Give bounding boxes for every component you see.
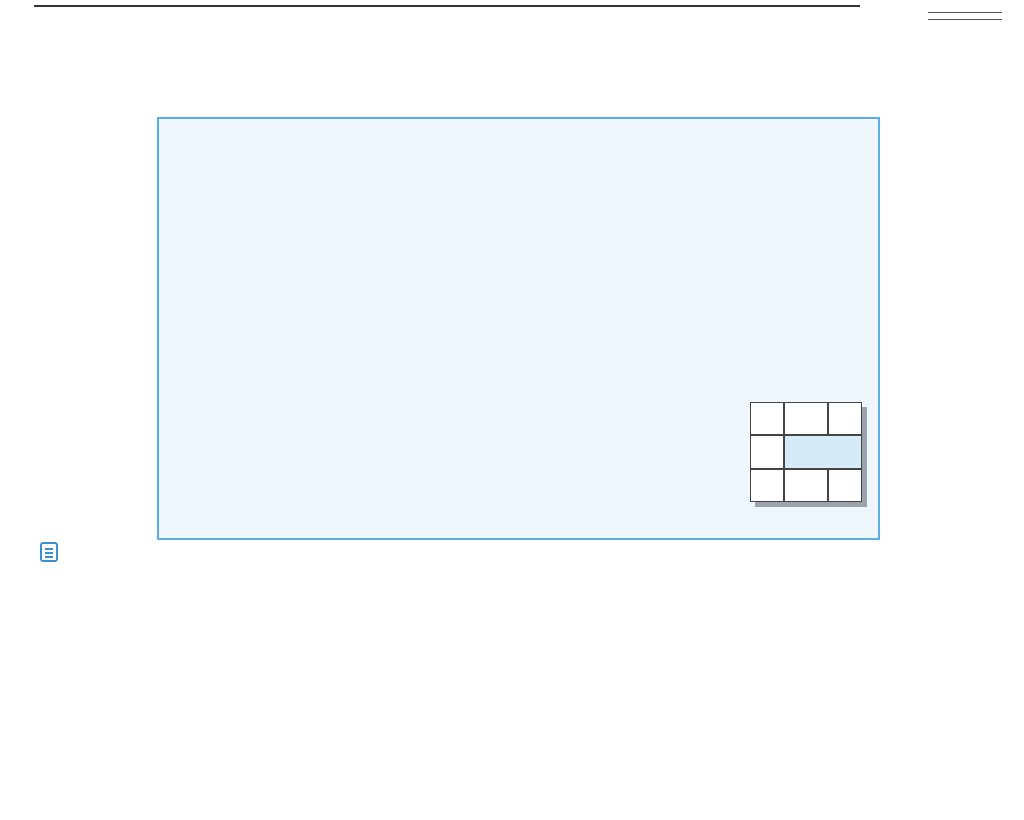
page-number-tag xyxy=(928,12,1002,20)
legend-sl xyxy=(750,435,784,469)
top-rule xyxy=(34,0,860,7)
legend-ef xyxy=(828,402,862,435)
legend-description xyxy=(784,435,862,469)
legend-es xyxy=(750,402,784,435)
document-media-icon[interactable] xyxy=(40,542,58,562)
legend-id xyxy=(784,402,828,435)
legend-lf xyxy=(828,469,862,502)
question-text xyxy=(12,12,922,34)
legend-ls xyxy=(750,469,784,502)
legend-dur xyxy=(784,469,828,502)
legend-box xyxy=(750,402,862,502)
